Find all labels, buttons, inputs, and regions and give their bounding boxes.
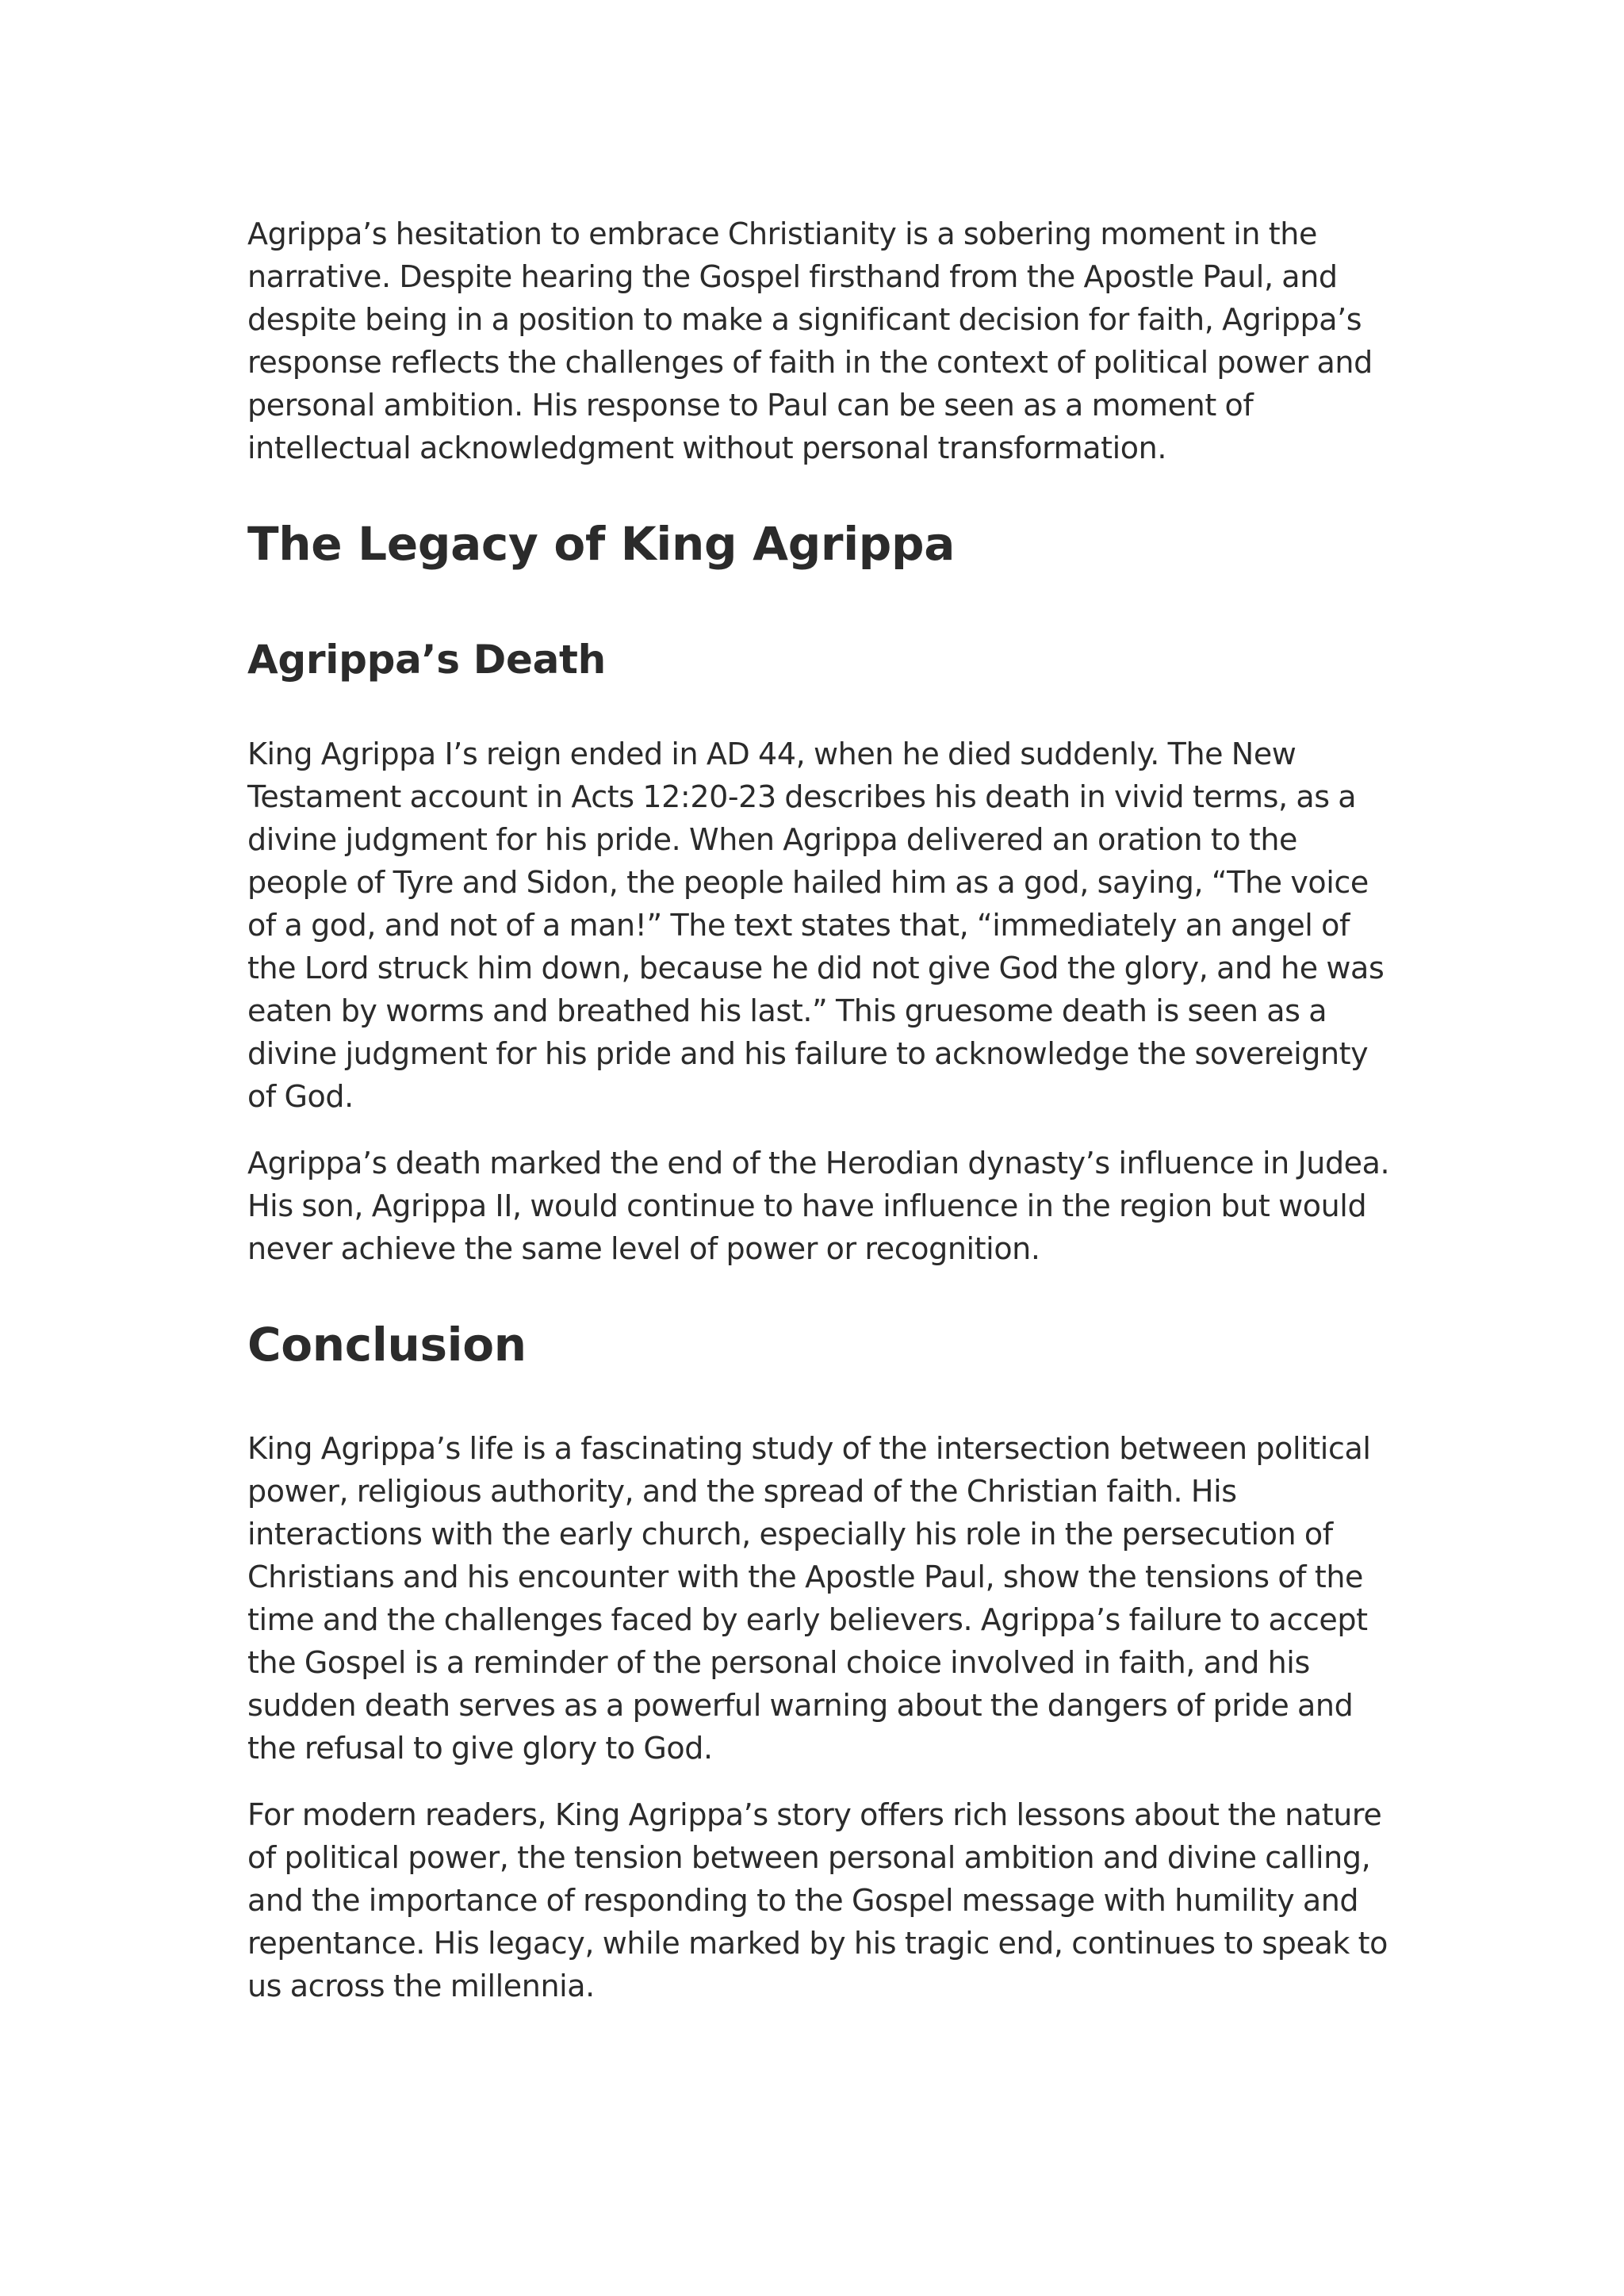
section-heading-conclusion: Conclusion [247,1318,527,1372]
document-page [247,212,1399,2007]
death-paragraph-2: Agrippa’s death marked the end of the Herodian dynasty’s influence in Judea. His son, Agrippa II, would continue to have influence in the region but would never achieve the same level of power or recognition. [247,1146,1390,1266]
conclusion-paragraph-1: King Agrippa’s life is a fascinating study of the intersection between political power, religious authority, and the spread of the Christian faith. His interactions with the early church, especially his role in the persecution of Christians and his encounter with the Apostle Paul, show the tensions of the time and the challenges faced by early believers. Agrippa’s failure to accept the Gospel is a reminder of the personal choice involved in faith, and his sudden death serves as a powerful warning about the dangers of pride and the refusal to give glory to God. [247,1431,1371,1766]
conclusion-paragraph-2: For modern readers, King Agrippa’s story offers rich lessons about the nature of political power, the tension between personal ambition and divine calling, and the importance of responding to the Gospel message with humility and repentance. His legacy, while marked by his tragic end, continues to speak to us across the millennia. [247,1797,1388,2003]
subsection-heading-death: Agrippa’s Death [247,637,606,683]
intro-paragraph: Agrippa’s hesitation to embrace Christianity is a sobering moment in the narrative. Despite hearing the Gospel firsthand from the Apostle Paul, and despite being in a position to make a significant decision for faith, Agrippa’s response reflects the challenges of faith in the context of political power and personal ambition. His response to Paul can be seen as a moment of intellectual acknowledgment without personal transformation. [247,216,1373,465]
section-heading-legacy: The Legacy of King Agrippa [247,517,956,571]
death-paragraph-1: King Agrippa I’s reign ended in AD 44, when he died suddenly. The New Testament account in Acts 12:20-23 describes his death in vivid terms, as a divine judgment for his pride. When Agrippa delivered an oration to the people of Tyre and Sidon, the people hailed him as a god, saying, “The voice of a god, and not of a man!” The text states that, “immediately an angel of the Lord struck him down, because he did not give God the glory, and he was eaten by worms and breathed his last.” This gruesome death is seen as a divine judgment for his pride and his failure to acknowledge the sovereignty of God. [247,737,1385,1114]
